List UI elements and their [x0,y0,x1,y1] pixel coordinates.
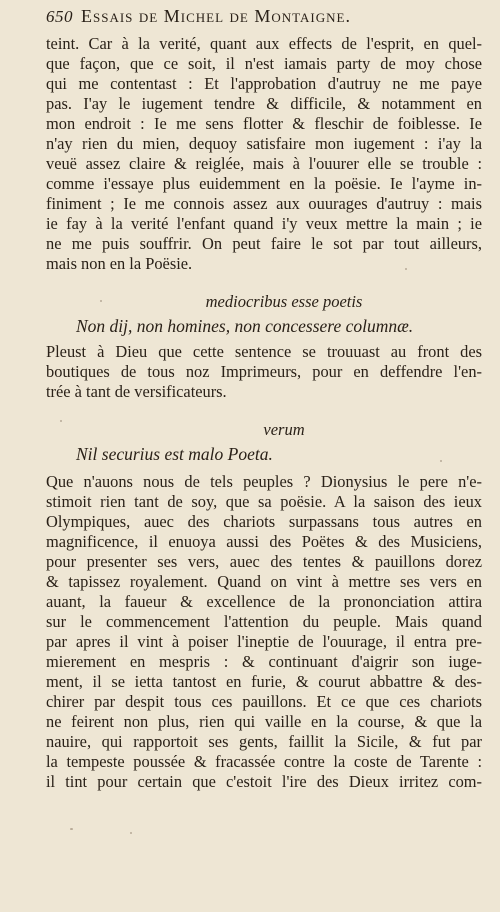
running-header [46,6,482,34]
text-line: ne feirent non plus, rien qui vaille en la course, & que la [46,712,482,731]
paper-speck [130,832,132,834]
text-line: Olympiques, auec des chariots surpassans tous autres en [46,512,482,531]
text-line: mais non en la Poësie. [46,254,193,273]
text-line: comme i'essaye plus euidemment en la poësie. Ie l'ayme in- [46,174,482,193]
text-line: la tempeste poussée & fracassée contre la coste de Tarente : [46,752,482,771]
text-line: que façon, que ce soit, il n'est iamais party de moy chose [46,54,482,73]
paper-speck [60,420,62,422]
quote-line: Nil securius est malo Poeta. [76,444,273,464]
text-body [46,34,482,792]
quote-line: mediocribus esse poetis [205,292,363,311]
text-line: trée à tant de versificateurs. [46,382,227,401]
text-line: pour presenter ses vers, auec des tentes & pauillons dorez [46,552,482,571]
page-number: 650 [46,7,73,26]
running-title: Essais de Michel de Montaigne. [81,6,351,26]
text-line: qui me contentast : Et l'approbation d'autruy ne me paye [46,74,482,93]
text-line: pas. I'ay le iugement tendre & difficile, & notamment en [46,94,482,113]
text-line: n'ay rien du mien, dequoy satisfaire mon iugement : i'ay la [46,134,482,153]
text-line: nauire, qui rapportoit ses gents, faillit la Sicile, & fut par [46,732,482,751]
text-line: il tint pour certain que c'estoit l'ire des Dieux irritez com- [46,772,482,791]
text-line: ne me puis souffrir. On peut faire le sot par tout ailleurs, [46,234,482,253]
text-line: teint. Car à la verité, quant aux effects de l'esprit, en quel- [46,34,482,53]
text-line: mon endroit : Ie me sens flotter & fleschir de foiblesse. Ie [46,114,482,133]
paragraph-2 [46,342,482,402]
text-line: auant, la faueur & excellence de la prononciation attira [46,592,482,611]
text-line: chirer par despit tous ces pauillons. Et ce que ces chariots [46,692,482,711]
latin-quotation-2 [46,418,482,466]
text-line: stimoit rien tant de soy, que sa poësie. A la saison des ieux [46,492,482,511]
quote-line: verum [263,420,305,439]
paragraph-1 [46,34,482,274]
text-line: finiment ; Ie me connois assez aux ouurages d'autruy : mais [46,194,482,213]
paper-speck [440,460,442,462]
text-line: magnificence, il enuoya aussi des Poëtes & des Musiciens, [46,532,482,551]
paper-speck [70,828,73,830]
text-line: Pleust à Dieu que cette sentence se trouuast au front des [46,342,482,361]
text-line: & tapissez royalement. Quand on vint à mettre ses vers en [46,572,482,591]
text-line: ie fay à la verité l'enfant quand i'y veux mettre la main ; ie [46,214,482,233]
paper-speck [100,300,102,302]
text-line: ment, il se ietta tantost en furie, & courut abbattre & des- [46,672,482,691]
text-line: sur le commencement l'attention du peuple. Mais quand [46,612,482,631]
text-line: veuë assez claire & reiglée, mais à l'ouurer elle se trouble : [46,154,482,173]
paragraph-3 [46,472,482,792]
text-line: boutiques de tous noz Imprimeurs, pour en deffendre l'en- [46,362,482,381]
latin-quotation-1 [46,290,482,338]
quote-line: Non dij, non homines, non concessere columnæ. [76,316,414,336]
text-line: par apres il vint à poiser l'ineptie de l'ouurage, il entra pre- [46,632,482,651]
text-line: mierement en mespris : & continuant d'aigrir son iuge- [46,652,482,671]
text-line: Que n'auons nous de tels peuples ? Dionysius le pere n'e- [46,472,482,491]
paper-speck [405,268,407,270]
